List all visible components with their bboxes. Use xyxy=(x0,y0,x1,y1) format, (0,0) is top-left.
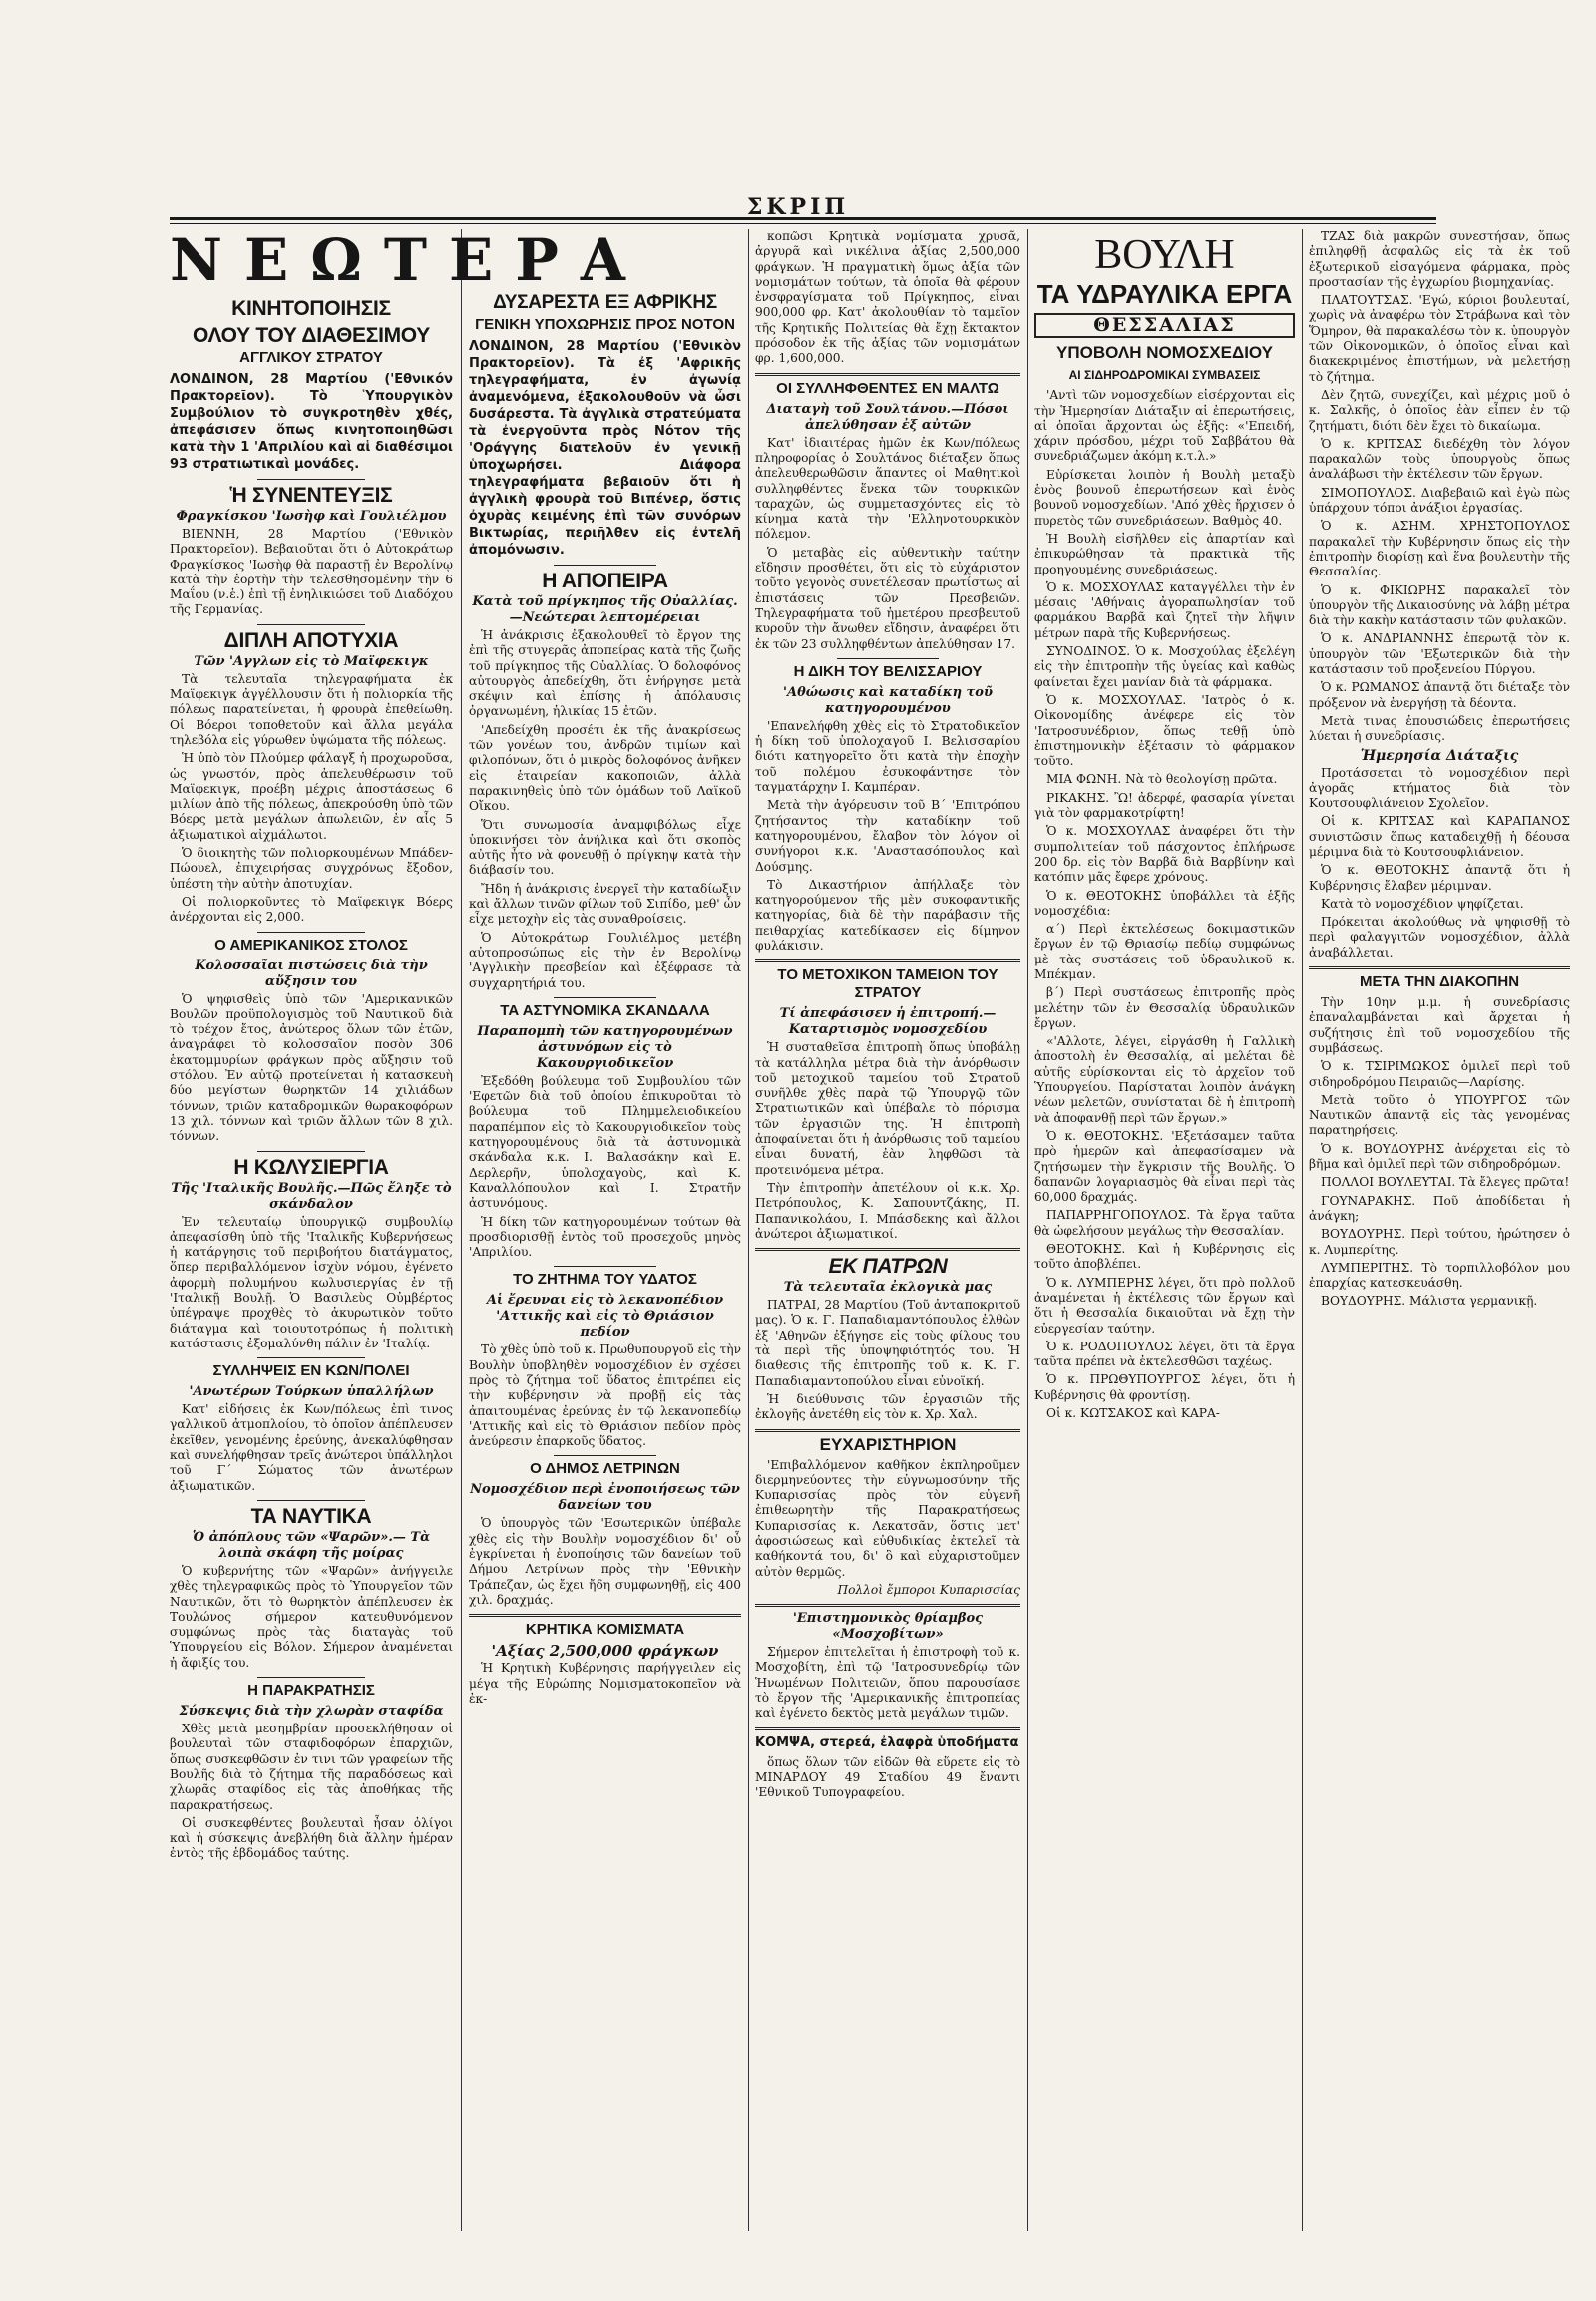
divider xyxy=(257,479,365,480)
divider xyxy=(554,1455,657,1456)
headline-thanks: ΕΥΧΑΡΙΣΤΗΡΙΟΝ xyxy=(819,1434,957,1454)
divider xyxy=(755,1604,1020,1607)
article-paragraph: Πρόκειται ἀκολούθως νὰ ψηφισθῇ τὸ περὶ φαλαγγιτῶν νομοσχέδιον, ἀλλὰ ἀναβάλλεται. xyxy=(1309,915,1570,959)
column-3 xyxy=(755,229,1020,2234)
headline-attempt: Η ΑΠΟΠΕΙΡΑ xyxy=(542,570,668,592)
article-paragraph: Ἡ Κρητικὴ Κυβέρνησις παρήγγειλεν εἰς μέγα τῆς Εὐρώπης Νομισματοκοπεῖον νὰ ἐκ- xyxy=(469,1661,741,1706)
article-paragraph: Ἡ διεύθυνσις τῶν ἐργασιῶν τῆς ἐκλογῆς ἀνετέθη εἰς τὸν κ. Χρ. Χαλ. xyxy=(755,1391,1020,1422)
article-paragraph: Ὁ κ. ΦΙΚΙΩΡΗΣ παρακαλεῖ τὸν ὑπουργὸν τῆς Δικαιοσύνης νὰ λάβῃ μέτρα διὰ τὴν κακὴν κατάστασιν τῶν φυλακῶν. xyxy=(1309,582,1570,628)
article-paragraph: Προτάσσεται τὸ νομοσχέδιον περὶ ἀγορᾶς κτήματος διὰ τὸν Κουτσουφλιάνειον Σχολεῖον. xyxy=(1309,765,1570,811)
divider xyxy=(257,624,365,625)
article-paragraph: Χθὲς μετὰ μεσημβρίαν προσεκλήθησαν οἱ βουλευταὶ τῶν σταφιδοφόρων ἐπαρχιῶν, ὅπως συσκεφθῶσιν ἐν τινι τῶν γραφείων τῆς Βουλῆς διὰ τὸ ζήτημα τῆς παραδόσεως καὶ χλωρᾶς σταφίδος εἰς τὰς ἀποθήκας τῆς παρακρατήσεως. xyxy=(170,1722,453,1812)
article-paragraph: Ὁ μεταβὰς εἰς αὐθεντικὴν ταύτην εἴδησιν προσθέτει, ὅτι εἰς τὸ εὐχάριστον τοῦτο γεγονὸς συνετέλεσαν πρωτίστως αἱ ἐπιστάσεις τῶν Πρεσβειῶν. Τηλεγραφήματα τοῦ ἡμετέρου πρεσβευτοῦ κυροῦν τὴν ἄνωθεν εἴδησιν, ἀναφέρει ὅτι ἐκ τῶν 23 συλληφθέντων ἀπελύθησαν 17. xyxy=(755,545,1020,651)
article-paragraph: ΒΟΥΔΟΥΡΗΣ. Μάλιστα γερμανικῇ. xyxy=(1321,1294,1538,1309)
headline-naval: ΤΑ ΝΑΥΤΙΚΑ xyxy=(250,1504,372,1528)
article-paragraph: Μετὰ τοῦτο ὁ ΥΠΟΥΡΓΟΣ τῶν Ναυτικῶν ἀπαντᾷ εἰς τὰς γενομένας παρατηρήσεις. xyxy=(1309,1092,1570,1138)
article-paragraph: Τὴν 10ην μ.μ. ἡ συνεδρίασις ἐπαναλαμβάνεται καὶ ἄρχεται ἡ συζήτησις ἐπὶ τοῦ νομοσχεδίου τῆς συμβάσεως. xyxy=(1309,995,1570,1055)
article-paragraph: κοπῶσι Κρητικὰ νομίσματα χρυσᾶ, ἀργυρᾶ καὶ νικέλινα ἀξίας 2,500,000 φράγκων. Ἡ πραγματικὴ ὅμως ἀξία τῶν νομισμάτων τούτων, τὰ ὁποῖα θὰ φέρουν ἐνσφραγίσματα τοῦ Πρίγκηπος, εἶναι 900,000 φρ. Κατ' ἀκολουθίαν τὸ ταμεῖον τῆς Κρητικῆς Πολιτείας θὰ ἔχῃ ἔκτακτον πρόσοδον ἐκ τῆς ἀξίας τῶν νομισμάτων φρ. 1,600,000. xyxy=(755,229,1020,366)
article-paragraph: β΄) Περὶ συστάσεως ἐπιτροπῆς πρὸς μελέτην τῶν ἐν Θεσσαλίᾳ ὑδραυλικῶν ἔργων. xyxy=(1034,985,1295,1030)
article-paragraph: Τὰ τελευταῖα τηλεγραφήματα ἐκ Μαϊφεκιγκ ἀγγέλλουσιν ὅτι ἡ πολιορκία τῆς πόλεως παρατείνεται, ἡ φρουρὰ ἐπεθείωθη. Οἱ Βόεροι τοποθετοῦν καὶ ἄλλα μεγάλα τηλεβόλα εἰς γύρωθεν ὑψώματα τῆς πόλεως. xyxy=(170,671,453,747)
article-paragraph: Ὁ Αὐτοκράτωρ Γουλιέλμος μετέβη αὐτοπροσώπως εἰς τὴν ἐν Βερολίνῳ 'Αγγλικὴν πρεσβείαν καὶ ἐξέφρασε τὰ συγχαρητήριά του. xyxy=(469,930,741,990)
article-paragraph: Ὁ κ. ΠΡΩΘΥΠΟΥΡΓΟΣ λέγει, ὅτι ἡ Κυβέρνησις θὰ φροντίσῃ. xyxy=(1034,1372,1295,1402)
headline-retreat: ΓΕΝΙΚΗ ΥΠΟΧΩΡΗΣΙΣ ΠΡΟΣ ΝΟΤΟΝ xyxy=(475,316,735,333)
headline-mobilization-2: ΟΛΟΥ ΤΟΥ ΔΙΑΘΕΣΙΜΟΥ xyxy=(193,324,430,347)
header-rule xyxy=(170,217,1436,220)
subheadline: Τί ἀπεφάσισεν ἡ ἐπιτροπή.—Καταρτισμὸς νομοσχεδίου xyxy=(779,1006,997,1038)
subheadline: Τὰ τελευταῖα ἐκλογικὰ μας xyxy=(783,1280,993,1296)
column-2 xyxy=(469,229,741,2234)
article-paragraph: Ἡ Βουλὴ εἰσῆλθεν εἰς ἀπαρτίαν καὶ ἐπικυρώθησαν τὰ πρακτικὰ τῆς προηγουμένης συνεδριάσεως. xyxy=(1034,531,1295,576)
headline-mobilization: ΚΙΝΗΤΟΠΟΙΗΣΙΣ xyxy=(231,297,391,320)
section-title-neotera: ΝΕΩΤΕΡΑ xyxy=(170,226,647,294)
article-paragraph: Ὁ κ. ΑΝΔΡΙΑΝΝΗΣ ἐπερωτᾷ τὸν κ. ὑπουργὸν τῶν 'Εξωτερικῶν διὰ τὴν κατάστασιν τοῦ προξενείου Πύργου. xyxy=(1309,631,1570,677)
article-paragraph: ΜΙΑ ΦΩΝΗ. Νὰ τὸ θεολογίσῃ πρῶτα. xyxy=(1046,772,1278,787)
article-paragraph: «'Αλλοτε, λέγει, εἰργάσθη ἡ Γαλλικὴ ἀποστολὴ ἐν Θεσσαλίᾳ, αἱ μελέται δὲ αὐτῆς εὑρίσκονται εἰς τὸ ἀρχεῖον τοῦ Ὑπουργείου. Παρίσταται λοιπὸν ἀνάγκη νέων μελετῶν, συνίσταται δὲ ἡ ἐπιτροπὴ νὰ ἀποφανθῇ περὶ τῶν ἔργων.» xyxy=(1034,1034,1295,1125)
article-paragraph: Ὁ κ. ΜΟΣΧΟΥΛΑΣ ἀναφέρει ὅτι τὴν συμπολιτείαν τοῦ πάσχοντος ἐπλήρωσε 200 δρ. εἰς τὸν Βαρβᾶ διὰ Βαρβίνην καὶ κατόπιν μᾶς ἔφερε χρόνους. xyxy=(1034,824,1295,885)
subheadline: Τῶν 'Αγγλων εἰς τὸ Μαϊφεκιγκ xyxy=(194,653,429,669)
headline-double-failure: ΔΙΠΛΗ ΑΠΟΤΥΧΙΑ xyxy=(223,628,399,652)
article-paragraph: Τὸ χθὲς ὑπὸ τοῦ κ. Πρωθυπουργοῦ εἰς τὴν Βουλὴν ὑποβληθὲν νομοσχέδιον ἐν σχέσει πρὸς τὸ ζήτημα τοῦ ὕδατος ἐπιτρέπει εἰς τὴν κυβέρνησιν νὰ προβῇ εἰς τὰς ἀπαιτουμένας ἐρεύνας ἐν τῷ λεκανοπεδίῳ 'Αττικῆς καὶ εἰς τὸ Θριάσιον πεδίον πρὸς ἀνεύρεσιν ἐπαρκοῦς ὕδατος. xyxy=(469,1342,741,1449)
divider xyxy=(257,1357,365,1358)
article-paragraph: Ἡ συσταθεῖσα ἐπιτροπὴ ὅπως ὑποβάλῃ τὰ κατάλληλα μέτρα διὰ τὴν ἀνόρθωσιν τοῦ μετοχικοῦ ταμείου τοῦ Στρατοῦ συνῆλθε χθὲς παρὰ τῷ Ὑπουργῷ τῶν Στρατιωτικῶν καὶ ὑπέβαλε τὸ πόρισμα τῶν ἐργασιῶν της. Ἡ ἐπιτροπὴ ἀποφαίνεται ὅτι ἡ ἀνόρθωσις τοῦ ταμείου εἶναι δυνατή, ἐὰν ληφθῶσι τὰ προτεινόμενα μέτρα. xyxy=(755,1040,1020,1177)
headline-retention: Η ΠΑΡΑΚΡΑΤΗΣΙΣ xyxy=(247,1682,375,1700)
article-paragraph: ΒΙΕΝΝΗ, 28 Μαρτίου ('Εθνικὸν Πρακτορεῖον). Βεβαιοῦται ὅτι ὁ Αὐτοκράτωρ Φραγκίσκος 'Ιωσὴφ θὰ παραστῇ ἐν Βερολίνῳ κατὰ τὴν ἑορτὴν τὴν τελεσθησομένην τὴν 6 Μαΐου (ν.ἑ.) ἐπὶ τῇ ἐνηλικιώσει τοῦ Διαδόχου τῆς Γερμανίας. xyxy=(170,527,453,617)
subheadline: Τῆς 'Ιταλικῆς Βουλῆς.—Πῶς ἔληξε τὸ σκάνδαλον xyxy=(171,1180,452,1212)
headline-letrinon: Ο ΔΗΜΟΣ ΛΕΤΡΙΝΩΝ xyxy=(530,1460,680,1478)
advertisement-heading: ΚΟΜΨΑ, στερεά, ἐλαφρὰ ὑποδήματα xyxy=(755,1734,1019,1750)
article-paragraph: Ὁ κ. ΡΟΔΟΠΟΥΛΟΣ λέγει, ὅτι τὰ ἔργα ταῦτα πρέπει νὰ ἐκτελεσθῶσι ταχέως. xyxy=(1034,1339,1295,1369)
subheadline: Κατὰ τοῦ πρίγκηπος τῆς Οὐαλλίας.—Νεώτεραι λεπτομέρειαι xyxy=(472,594,738,625)
divider xyxy=(755,1429,1020,1432)
headline-obstruction: Η ΚΩΛΥΣΙΕΡΓΙΑ xyxy=(233,1155,389,1179)
headline-malta: ΟΙ ΣΥΛΛΗΦΘΕΝΤΕΣ ΕΝ ΜΑΛΤΩ xyxy=(776,379,999,397)
article-paragraph: Δὲν ζητῶ, συνεχίζει, καὶ μέχρις μοῦ ὁ κ. Σαλκῆς, ὁ ὁποῖος ἐὰν εἶπεν ἐν τῷ ζητήματι, διότι δὲν ἔχει τὸ δικαίωμα. xyxy=(1309,387,1570,433)
article-paragraph: Ὁ κ. ΘΕΟΤΟΚΗΣ ὑποβάλλει τὰ ἑξῆς νομοσχέδια: xyxy=(1034,888,1295,918)
headline-water-issue: ΤΟ ΖΗΤΗΜΑ ΤΟΥ ΥΔΑΤΟΣ xyxy=(513,1271,697,1289)
article-paragraph: ΛΥΜΠΕΡΙΤΗΣ. Τὸ τορπιλλοβόλον μου ἐπαρχίας κατεσκευάσθη. xyxy=(1309,1260,1570,1291)
article-paragraph: ΠΑΠΑΡΡΗΓΟΠΟΥΛΟΣ. Τὰ ἔργα ταῦτα θὰ ὠφελήσουν μεγάλως τὴν Θεσσαλίαν. xyxy=(1034,1208,1295,1238)
headline-after-break: ΜΕΤΑ ΤΗΝ ΔΙΑΚΟΠΗΝ xyxy=(1359,973,1520,991)
column-separator xyxy=(461,229,462,2231)
divider xyxy=(257,1677,365,1678)
divider xyxy=(1309,966,1570,969)
column-separator xyxy=(1302,229,1303,2231)
headline-army-fund: ΤΟ ΜΕΤΟΧΙΚΟΝ ΤΑΜΕΙΟΝ ΤΟΥ ΣΤΡΑΤΟΥ xyxy=(777,966,998,1002)
article-paragraph: Ὁ κ. ΤΣΙΡΙΜΩΚΟΣ ὁμιλεῖ περὶ τοῦ σιδηροδρόμου Πειραιῶς—Λαρίσης. xyxy=(1309,1059,1570,1089)
divider xyxy=(554,997,657,998)
article-paragraph: Ὁ κυβερνήτης τῶν «Ψαρῶν» ἀνήγγειλε χθὲς τηλεγραφικῶς πρὸς τὸ Ὑπουργεῖον τῶν Ναυτικῶν, ὅτι τὸ θωρηκτὸν ἀπέπλευσεν ἐκ Τουλώνος σήμερον κατευθυνόμενον συμφώνως πρὸς τὰς διαταγὰς τοῦ Ὑπουργείου εἰς Βόλον. Σήμερον ἀναμένεται ἡ ἄφιξίς του. xyxy=(170,1563,453,1670)
article-paragraph: ΣΙΜΟΠΟΥΛΟΣ. Διαβεβαιῶ καὶ ἐγὼ πὼς ὑπάρχουν τόποι ἀνάξιοι ἐργασίας. xyxy=(1309,485,1570,516)
divider xyxy=(257,1500,365,1501)
article-paragraph: Τὸ Δικαστήριον ἀπήλλαξε τὸν κατηγορούμενον τῆς μὲν συκοφαντικῆς κατηγορίας, διὰ δὲ τὴν παράβασιν τῆς πειθαρχίας κατεδίκασεν εἰς δίμηνον φυλάκισιν. xyxy=(755,877,1020,953)
headline-trial: Η ΔΙΚΗ ΤΟΥ ΒΕΛΙΣΣΑΡΙΟΥ xyxy=(793,662,983,680)
header-rule-thin xyxy=(170,223,1436,224)
headline-patras: ΕΚ ΠΑΤΡΩΝ xyxy=(828,1255,948,1279)
divider xyxy=(257,1151,365,1152)
article-paragraph: Ὁ κ. ΘΕΟΤΟΚΗΣ ἀπαντᾷ ὅτι ἡ Κυβέρνησις ἔλαβεν μέριμναν. xyxy=(1309,863,1570,893)
subheadline: Αἱ ἔρευναι εἰς τὸ λεκανοπέδιον 'Αττικῆς καὶ εἰς τὸ Θριάσιον πεδίον xyxy=(486,1293,724,1341)
subheadline: Σύσκεψις διὰ τὴν χλωρὰν σταφίδα xyxy=(179,1704,444,1720)
subheadline: 'Αθώωσις καὶ καταδίκη τοῦ κατηγορουμένου xyxy=(783,684,993,716)
article-paragraph: ΠΑΤΡΑΙ, 28 Μαρτίου (Τοῦ ἀνταποκριτοῦ μας). Ὁ κ. Γ. Παπαδιαμαντόπουλος ἐλθὼν ἐξ 'Αθηνῶν ἐξήγησε εἰς τοὺς φίλους του τὰ περὶ τῆς ὑποψηφιότητός του. Ἡ διαθεσις τῆς ἐπιτροπῆς τοῦ κ. Κ. Γ. Παπαδιαμαντοπούλου εἶναι εὐνοϊκή. xyxy=(755,1298,1020,1388)
article-paragraph: Σήμερον ἐπιτελεῖται ἡ ἐπιστροφὴ τοῦ κ. Μοσχοβίτη, ἐπὶ τῷ 'Ιατροσυνεδρίῳ τῶν Ἡνωμένων Πολιτειῶν, ὅπου παρουσίασε τὸ ἔργον τῆς 'Αμερικανικῆς ἐπιτροπείας καὶ ἐγένετο δεκτὸς μετὰ μεγάλων τιμῶν. xyxy=(755,1645,1020,1721)
subheadline: 'Ανωτέρων Τούρκων ὑπαλλήλων xyxy=(189,1384,434,1400)
divider xyxy=(755,959,1020,962)
article-paragraph: Εὑρίσκεται λοιπὸν ἡ Βουλὴ μεταξὺ ἑνὸς βουνοῦ ἐπερωτήσεων καὶ ἑνὸς βουνοῦ νομοσχεδίων. 'Από χθὲς ἤρχισεν ὁ πυρετὸς τῶν συνεδριάσεων. Βαθμὸς 40. xyxy=(1034,467,1295,528)
subheadline: Διαταγὴ τοῦ Σουλτάνου.—Πόσοι ἀπελύθησαν ἐξ αὐτῶν xyxy=(766,401,1009,433)
article-paragraph: Ὁ κ. ΚΡΙΤΣΑΣ διεδέχθη τὸν λόγον παρακαλῶν τοὺς ὑπουργοὺς ὅπως ἀναλάβωσι τὴν ἐκτέλεσιν τῶν ἔργων. xyxy=(1309,436,1570,482)
headline-interview: Ἡ ΣΥΝΕΝΤΕΥΞΙΣ xyxy=(229,484,393,507)
article-paragraph: Κατ' ἰδιαιτέρας ἡμῶν ἐκ Κων/πόλεως πληροφορίας ὁ Σουλτάνος διέταξεν ὅπως ἀπελευθερωθῶσιν ἅπαντες οἱ Μαθητικοὶ συλληφθέντες ἕνεκα τῶν τουρκικῶν ταραχῶν, ὡς συμμετασχόντες εἰς τὸ κίνημα κατὰ τὴν 'Ελληνοτουρκικὸν πόλεμον. xyxy=(755,435,1020,542)
divider xyxy=(554,1266,657,1267)
headline-hydraulic-works: ΤΑ ΥΔΡΑΥΛΙΚΑ ΕΡΓΑ xyxy=(1036,279,1293,309)
article-paragraph: 'Επιβαλλόμενον καθῆκον ἐκπληροῦμεν διερμηνεύοντες τὴν εὐγνωμοσύνην τῆς Κυπαρισσίας πρὸς τὸν εὐγενῆ ἐπιθεωρητὴν τῆς Παρακρατήσεως Κυπαρισσίας κ. Λεκατσᾶν, ὅστις μετ' ἀφοσιώσεως καὶ εὐθυδικίας ἐκτελεῖ τὰ καθήκοντά του, δι' ὃ καὶ εὐχαριστοῦμεν αὐτὸν θερμῶς. xyxy=(755,1457,1020,1579)
article-paragraph: ΠΟΛΛΟΙ ΒΟΥΛΕΥΤΑΙ. Τὰ ἔλεγες πρῶτα! xyxy=(1321,1175,1570,1190)
divider xyxy=(554,565,657,566)
article-paragraph: ΣΥΝΟΔΙΝΟΣ. Ὁ κ. Μοσχούλας ἐξελέγη εἰς τὴν ἐπιτροπὴν τῆς ὑγείας καὶ καθὼς φαίνεται ἔχει μανίαν διὰ τὰ φάρμακα. xyxy=(1034,644,1295,689)
article-paragraph: Ὁ κ. ΡΩΜΑΝΟΣ ἀπαντᾷ ὅτι διέταξε τὸν πρόξενον νὰ ἐνεργήσῃ τὰ δέοντα. xyxy=(1309,680,1570,710)
headline-bill-submission: ΥΠΟΒΟΛΗ ΝΟΜΟΣΧΕΔΙΟΥ xyxy=(1055,343,1273,363)
headline-railway-contracts: ΑΙ ΣΙΔΗΡΟΔΡΟΜΙΚΑΙ ΣΥΜΒΑΣΕΙΣ xyxy=(1068,368,1261,383)
section-title-vouli: ΒΟΥΛΗ xyxy=(1094,232,1235,278)
article-paragraph: Ὁ διοικητὴς τῶν πολιορκουμένων Μπάδεν-Πώουελ, ἐπιχειρήσας συγχρόνως ἔξοδον, ὑπέστη τὴν αὐτὴν ἀποτυχίαν. xyxy=(170,846,453,891)
article-lead: ΛΟΝΔΙΝΟΝ, 28 Μαρτίου ('Εθνικόν Πρακτορεῖον). Τὸ Ὑπουργικὸν Συμβούλιον τὸ συγκροτηθὲν χθές, ἀπεφάσισεν ὅπως κινητοποιηθῶσι κατὰ τὴν 1 'Απριλίου καὶ αἱ διαθέσιμοι 93 στρατιωτικαὶ μονάδες. xyxy=(170,372,453,472)
headline-arrests: ΣΥΛΛΗΨΕΙΣ ΕΝ ΚΩΝ/ΠΟΛΕΙ xyxy=(212,1362,410,1380)
article-paragraph: Ὁ ὑπουργὸς τῶν 'Εσωτερικῶν ὑπέβαλε χθὲς εἰς τὴν Βουλὴν νομοσχέδιον δι' οὗ ἐγκρίνεται ἡ ἐνοποίησις τῶν δανείων τοῦ Δήμου Λετρίνων πρὸς τὴν 'Εθνικὴν Τράπεζαν, ὡς ἔχει ἤδη συμφωνηθῇ, εἰς 400 χιλ. δραχμάς. xyxy=(469,1516,741,1607)
headline-cretan-coins: ΚΡΗΤΙΚΑ ΚΟΜΙΣΜΑΤΑ xyxy=(525,1621,685,1639)
article-paragraph: ΤΖΑΣ διὰ μακρῶν συνεστήσαν, ὅπως ἐπιληφθῇ ἀσφαλῶς εἰς τὰ ἐκ τοῦ ἐξωτερικοῦ εἰσαγόμενα φάρμακα, πρὸς προστασίαν τῆς ἐγχωρίου βιομηχανίας. xyxy=(1309,229,1570,289)
article-paragraph: Ἐν τελευταίῳ ὑπουργικῷ συμβουλίῳ ἀπεφασίσθη ὑπὸ τῆς 'Ιταλικῆς Κυβερνήσεως ἡ κατάργησις τοῦ περιβοήτου διατάγματος, ὅπερ περιβαλλόμενον ἰσχὺν νόμου, ἐγένετο ἀφορμὴ πολυμήνου κωλυσιεργίας ἐν τῇ 'Ιταλικῇ Βουλῇ. Ὁ Βασιλεὺς Οὐμβέρτος ὑπέγραψε προχθὲς τὸ ἀκυρωτικὸν τοῦτο διάταγμα καὶ τοιουτοτρόπως ἡ πολιτικὴ κατάστασις ἐξομαλύνθη πάλιν ἐν 'Ιταλίᾳ. xyxy=(170,1214,453,1350)
article-paragraph: 'Επανελήφθη χθὲς εἰς τὸ Στρατοδικεῖον ἡ δίκη τοῦ ὑπολοχαγοῦ Ι. Βελισσαρίου διότι κατηγορεῖτο ὅτι κατὰ τὴν ἐποχὴν τοῦ πολέμου ἐσυκοφάντησε τὸν ταγματάρχην Ι. Καμπέραν. xyxy=(755,718,1020,795)
article-paragraph: Οἱ συσκεφθέντες βουλευταὶ ἦσαν ὀλίγοι καὶ ἡ σύσκεψις ἀνεβλήθη διὰ ἄλλην ἡμέραν ἐντὸς τῆς ἑβδομάδος ταύτης. xyxy=(170,1815,453,1861)
article-paragraph: Ὁ κ. ΜΟΣΧΟΥΛΑΣ καταγγέλλει τὴν ἐν μέσαις 'Αθήναις ἀγοραπωλησίαν τοῦ φαρμάκου Βαρβᾶ καὶ ζητεῖ τὴν λῆψιν μέτρων παρὰ τῆς Κυβερνήσεως. xyxy=(1034,579,1295,640)
signature: Πολλοὶ ἔμποροι Κυπαρισσίας xyxy=(837,1582,1020,1597)
article-paragraph: ΓΟΥΝΑΡΑΚΗΣ. Ποῦ ἀποδίδεται ἡ ἀνάγκη; xyxy=(1309,1193,1570,1223)
article-paragraph: Ὅτι συνωμοσία ἀναμφιβόλως εἶχε ὑποκινήσει τὸν ἀνήλικα καὶ ὅτι σκοπὸς αὐτῆς ἦτο νὰ φονευθῇ ὁ πρίγκηψ κατὰ τὴν διάβασίν του. xyxy=(469,817,741,878)
divider xyxy=(469,1614,741,1617)
article-paragraph: ΠΛΑΤΟΥΤΣΑΣ. 'Εγώ, κύριοι βουλευταί, χωρὶς νὰ ἀναφέρω τὸν Στράβωνα καὶ τὸν Ὅμηρον, θὰ παρακαλέσω τὸν κ. ὑπουργὸν τῶν Οἰκονομικῶν, ὁ ὁποῖος εἶναι καὶ διακεκριμένος ἐπιστήμων, νὰ μελετήσῃ τὸ ζήτημα. xyxy=(1309,293,1570,384)
article-paragraph: Κατ' εἰδήσεις ἐκ Κων/πόλεως ἐπὶ τινος γαλλικοῦ ἀτμοπλοίου, τὸ ὁποῖον ἀπέπλευσεν ἐκεῖθεν, γενομένης ἐρεύνης, ἀνεκαλύφθησαν καὶ συνελήφθησαν τρεῖς ἀνώτεροι ὑπάλληλοι τοῦ Γ΄ Σώματος τῶν ἀνωτέρων ἀξιωματικῶν. xyxy=(170,1402,453,1493)
subheadline: Ὁ ἀπόπλους τῶν «Ψαρῶν».— Τὰ λοιπὰ σκάφη τῆς μοίρας xyxy=(192,1529,431,1561)
article-paragraph: Οἱ κ. ΚΩΤΣΑΚΟΣ καὶ ΚΑΡΑ- xyxy=(1046,1406,1220,1420)
column-4 xyxy=(1034,229,1295,2234)
divider xyxy=(755,1248,1020,1251)
column-separator xyxy=(1027,229,1028,2231)
divider xyxy=(755,1727,1020,1730)
headline-africa: ΔΥΣΑΡΕΣΤΑ ΕΞ ΑΦΡΙΚΗΣ xyxy=(493,292,717,313)
subheadline: 'Αξίας 2,500,000 φράγκων xyxy=(491,1642,719,1661)
article-paragraph: 'Αντὶ τῶν νομοσχεδίων εἰσέρχονται εἰς τὴν Ἡμερησίαν Διάταξιν αἱ ἐπερωτήσεις, αἱ ὁποῖαι ἄρχονται ὡς ἑξῆς: «'Επειδή, χάριν πρόσδου, μέχρι τοῦ Σαββάτου θὰ συνεδριάζωμεν ἀκόμη κ.τ.λ.» xyxy=(1034,388,1295,464)
article-paragraph: Ἡ ὑπὸ τὸν Πλούμερ φάλαγξ ἡ προχωροῦσα, ὡς γνωστόν, πρὸς ἀπελευθέρωσιν τοῦ Μαϊφεκιγκ, προέβη μέχρις ἀποστάσεως 6 μιλίων ἀπὸ τῆς πόλεως, ἀπεκρούσθη ὑπὸ τῶν Βόερς μετὰ μεγάλων ἀπωλειῶν, ἐν αἷς 5 ἀξιωματικοὶ αἰχμάλωτοι. xyxy=(170,751,453,842)
article-paragraph: Ἡ ἀνάκρισις ἐξακολουθεῖ τὸ ἔργον της ἐπὶ τῆς στυγερᾶς ἀποπείρας κατὰ τῆς ζωῆς τοῦ πρίγκηπος τῆς Οὐαλλίας. Ὁ δολοφόνος αὐτουργὸς ἀπεδείχθη, ὅτι ἐνήργησε μετὰ σκέψιν καὶ ἐπίσης ἡ ἀπόλαυσις ὀργανωμένη, ἡλικίας 15 ἐτῶν. xyxy=(469,628,741,719)
article-paragraph: Ὁ ψηφισθεὶς ὑπὸ τῶν 'Αμερικανικῶν Βουλῶν προϋπολογισμὸς τοῦ Ναυτικοῦ διὰ τὸ τρέχον ἔτος, ἀνώτερος ὅλων τῶν ἐτῶν, ἀναγράφει τὸ κολοσσαῖον ποσὸν 306 ἑκατομμυρίων φράγκων πρὸς αὔξησιν τοῦ στόλου. Ἐν αὐτῷ προτείνεται ἡ κατασκευὴ δύο μεγίστων θωρηκτῶν 14 χιλιάδων τόννων, τριῶν καταδρομικῶν θωρακοφόρων 13 χιλ. τόννων καὶ τριῶν ἄλλων τῶν 8 χιλ. τόννων. xyxy=(170,991,453,1144)
article-paragraph: ΡΙΚΑΚΗΣ. Ὢ! ἀδερφέ, φασαρία γίνεται γιὰ τὸν φαρμακοτρίφτη! xyxy=(1034,790,1295,821)
article-paragraph: Ὁ κ. ΑΣΗΜ. ΧΡΗΣΤΟΠΟΥΛΟΣ παρακαλεῖ τὴν Κυβέρνησιν ὅπως εἰς τὴν ἐπιτροπὴν διορίσῃ καὶ ἕνα βουλευτὴν τῆς Θεσσαλίας. xyxy=(1309,519,1570,579)
subheadline: Νομοσχέδιον περὶ ἐνοποιήσεως τῶν δανείων του xyxy=(470,1482,740,1514)
column-separator xyxy=(748,229,749,2231)
article-paragraph: Οἱ κ. ΚΡΙΤΣΑΣ καὶ ΚΑΡΑΠΑΝΟΣ συνιστῶσιν ὅπως καταδειχθῇ ἡ δέουσα μέριμνα διὰ τὸ Κουτσουφλιάνειον. xyxy=(1309,814,1570,859)
headline-agenda: Ἡμερησία Διάταξις xyxy=(1360,747,1519,764)
article-paragraph: Ἤδη ἡ ἀνάκρισις ἐνεργεῖ τὴν καταδίωξιν καὶ ἄλλων τινῶν φίλων τοῦ Σιπίδο, μεθ' ὧν εἶχε μετοχὴν εἰς τὰς συναθροίσεις. xyxy=(469,881,741,927)
subheadline: Παραπομπὴ τῶν κατηγορουμένων ἀστυνόμων εἰς τὸ Κακουργιοδικεῖον xyxy=(477,1023,733,1071)
article-paragraph: Τὴν ἐπιτροπὴν ἀπετέλουν οἱ κ.κ. Χρ. Πετρόπουλος, Κ. Σαπουντζάκης, Π. Παπανικολάου, Ι. Μπάσδεκης καὶ ἄλλοι ἀνώτεροι ἀξιωματικοί. xyxy=(755,1180,1020,1241)
divider xyxy=(755,373,1020,376)
article-paragraph: Ἡ δίκη τῶν κατηγορουμένων τούτων θὰ προσδιορισθῇ ἐντὸς τοῦ προσεχοῦς μηνὸς 'Απριλίου. xyxy=(469,1214,741,1260)
article-paragraph: Ὁ κ. ΘΕΟΤΟΚΗΣ. 'Εξετάσαμεν ταῦτα πρὸ ἡμερῶν καὶ ἀπεφασίσαμεν νὰ ζητήσωμεν τὴν ἔγκρισιν τῆς Βουλῆς. Ὁ δαπανῶν λογαριασμὸς θὰ εἶναι περὶ τὰς 60,000 δραχμάς. xyxy=(1034,1128,1295,1205)
headline-moscovites: 'Επιστημονικὸς θρίαμβος «Μοσχοβίτων» xyxy=(792,1611,984,1643)
advertisement-text: ὅπως ὅλων τῶν εἰδῶν θὰ εὕρετε εἰς τὸ ΜΙΝΑΡΔΟΥ 49 Σταδίου 49 ἔναντι 'Εθνικοῦ Τυπογραφείου. xyxy=(755,1754,1020,1800)
article-paragraph: Μετὰ τὴν ἀγόρευσιν τοῦ Β΄ 'Επιτρόπου ζητήσαντος τὴν καταδίκην τοῦ κατηγορουμένου, ἔλαβον τὸν λόγον οἱ συνήγοροι κ.κ. 'Αναστασόπουλος καὶ Δούσμης. xyxy=(755,798,1020,874)
subheadline: Κολοσσαῖαι πιστώσεις διὰ τὴν αὔξησιν του xyxy=(195,958,428,989)
headline-police-scandals: ΤΑ ΑΣΤΥΝΟΜΙΚΑ ΣΚΑΝΔΑΛΑ xyxy=(500,1001,710,1019)
headline-mobilization-3: ΑΓΓΛΙΚΟΥ ΣΤΡΑΤΟΥ xyxy=(239,349,383,366)
article-paragraph: Οἱ πολιορκοῦντες τὸ Μαϊφεκιγκ Βόερς ἀνέρχονται εἰς 2,000. xyxy=(170,894,453,925)
newspaper-masthead: ΣΚΡΙΠ xyxy=(746,194,850,220)
article-paragraph: Ἐξεδόθη βούλευμα τοῦ Συμβουλίου τῶν 'Εφετῶν διὰ τοῦ ὁποίου ἐπικυροῦται τὸ βούλευμα τοῦ Πλημμελειοδικείου παραπέμπον εἰς τὸ Κακουργιοδικεῖον τοὺς κατηγορουμένους διὰ τὰ ἀστυνομικὰ σκάνδαλα κ.κ. Ι. Βαλασάκην καὶ Ε. Δερλερῆν, ὑπολοχαγοὺς, καὶ Κ. Καναλλόπουλον καὶ Ι. Στρατῆν ἀστυνόμους. xyxy=(469,1073,741,1211)
divider xyxy=(257,932,365,933)
headline-thessaly: ΘΕΣΣΑΛΙΑΣ xyxy=(1034,313,1295,338)
article-paragraph: α΄) Περὶ ἐκτελέσεως δοκιμαστικῶν ἔργων ἐν τῷ Θριασίῳ πεδίῳ συμφώνως μὲ τὰς συστάσεις τοῦ ὑδραυλικοῦ κ. Μπέκμαν. xyxy=(1034,922,1295,981)
column-5 xyxy=(1309,229,1570,2234)
article-lead: ΛΟΝΔΙΝΟΝ, 28 Μαρτίου ('Εθνικὸν Πρακτορεῖον). Τὰ ἐξ 'Αφρικῆς τηλεγραφήματα, ἐν ἀγωνίᾳ ἀναμενόμενα, ἐξακολουθοῦν νὰ ὦσι δυσάρεστα. Τὰ ἀγγλικὰ στρατεύματα τὰ ἐνεργοῦντα πρὸς Νότον τῆς 'Οράγγης διατελοῦν ἐν γενικῇ ὑποχωρήσει. Διάφορα τηλεγραφήματα βεβαιοῦν ὅτι ἡ ἀγγλικὴ φρουρὰ τοῦ Βιπένερ, ὅστις ὀχυρὰς κειμένης ἐπὶ τῶν συνόρων Βικτωρίας, περιῆλθεν εἰς ἐντελῆ ἀπομόνωσιν. xyxy=(469,339,741,558)
article-paragraph: Ὁ κ. ΜΟΣΧΟΥΛΑΣ. 'Ιατρὸς ὁ κ. Οἰκονομίδης ἀνέφερε εἰς τὸν 'Ιατροσυνέδριον, ὅπως τεθῇ ὑπὸ ἐπιστημονικὴν ἐξέτασιν τὸ φάρμακον τοῦτο. xyxy=(1034,692,1295,769)
divider xyxy=(837,658,938,659)
subheadline: Φραγκίσκου 'Ιωσὴφ καὶ Γουλιέλμου xyxy=(176,509,447,524)
article-paragraph: ΘΕΟΤΟΚΗΣ. Καὶ ἡ Κυβέρνησις εἰς τοῦτο ἀποβλέπει. xyxy=(1034,1242,1295,1272)
article-paragraph: ΒΟΥΔΟΥΡΗΣ. Περὶ τούτου, ἠρώτησεν ὁ κ. Λυμπερίτης. xyxy=(1309,1227,1570,1257)
article-paragraph: 'Απεδείχθη προσέτι ἐκ τῆς ἀνακρίσεως τῶν γονέων του, ἀνδρῶν τιμίων καὶ φιλοπόνων, ὅτι ὁ μικρὸς δολοφόνος ἀνῆκεν εἰς ἑταιρείαν κακοποιῶν, ἀλλὰ παρακινηθεὶς ὑπὸ τῶν ὁμάδων τοῦ Λαϊκοῦ Οἴκου. xyxy=(469,722,741,814)
article-paragraph: Ὁ κ. ΒΟΥΔΟΥΡΗΣ ἀνέρχεται εἰς τὸ βῆμα καὶ ὁμιλεῖ περὶ τῶν σιδηροδρόμων. xyxy=(1309,1141,1570,1172)
headline-american-fleet: Ο ΑΜΕΡΙΚΑΝΙΚΟΣ ΣΤΟΛΟΣ xyxy=(214,936,408,954)
article-paragraph: Κατὰ τὸ νομοσχέδιον ψηφίζεται. xyxy=(1321,896,1524,911)
article-paragraph: Ὁ κ. ΛΥΜΠΕΡΗΣ λέγει, ὅτι πρὸ πολλοῦ ἀναμένεται ἡ ἐκτέλεσις τῶν ἔργων καὶ ὅτι ἡ Θεσσαλία δικαιοῦται νὰ ἔχῃ τὴν εὐεργεσίαν ταύτην. xyxy=(1034,1275,1295,1336)
article-paragraph: Μετὰ τινας ἐπουσιώδεις ἐπερωτήσεις λύεται ἡ συνεδρίασις. xyxy=(1309,713,1570,744)
